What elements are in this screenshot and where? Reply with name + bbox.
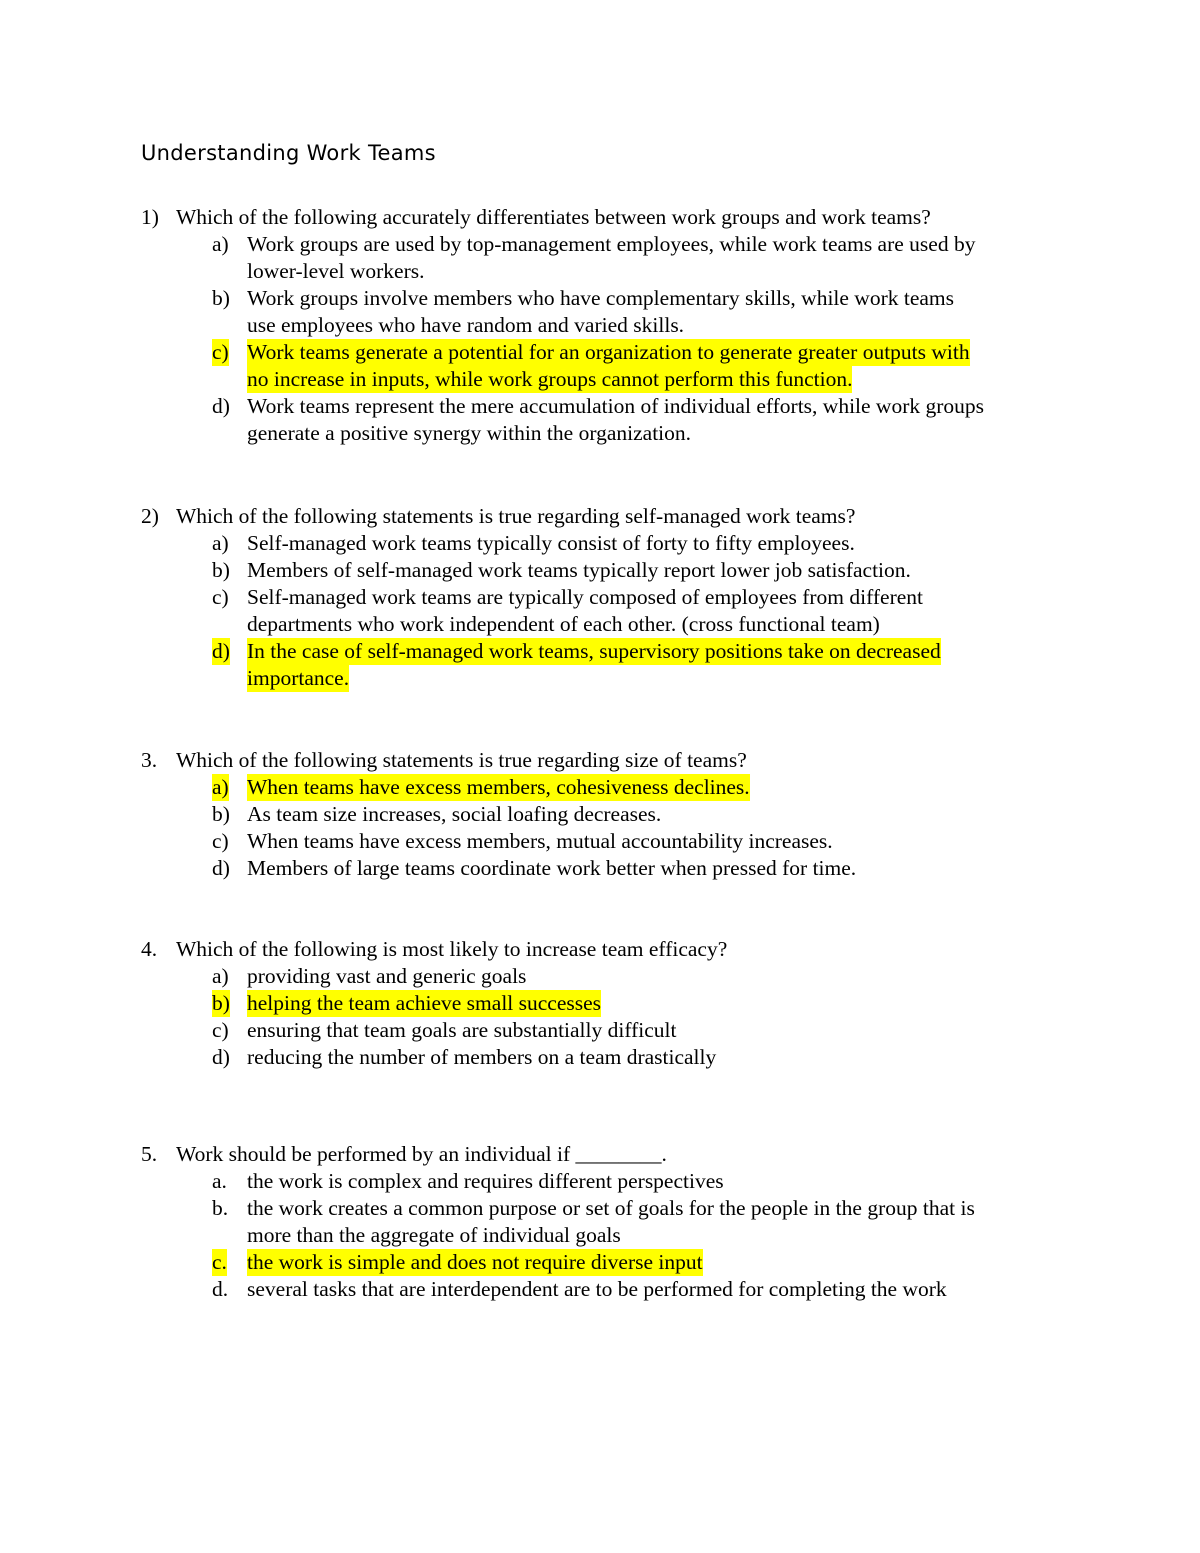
option-marker: d): [212, 1045, 230, 1069]
question-line: [0, 1141, 1200, 1168]
question-block: [0, 747, 1200, 882]
answer-option: [0, 420, 1200, 447]
question-text: Which of the following accurately differentiates between work groups and work teams?: [176, 205, 931, 229]
answer-option: [0, 801, 1200, 828]
option-text-highlighted: When teams have excess members, cohesiveness declines.: [247, 775, 750, 799]
option-marker: a.: [212, 1169, 227, 1193]
option-marker: a): [212, 964, 229, 988]
option-text-highlighted: helping the team achieve small successes: [247, 991, 602, 1015]
answer-option: [0, 1249, 1200, 1276]
question-text: Which of the following is most likely to increase team efficacy?: [176, 937, 728, 961]
option-marker: d): [212, 856, 230, 880]
option-text: Self-managed work teams typically consist of forty to fifty employees.: [247, 531, 855, 555]
answer-option: [0, 231, 1200, 258]
answer-option: [0, 339, 1200, 366]
question-line: [0, 204, 1200, 231]
option-text: Members of self-managed work teams typically report lower job satisfaction.: [247, 558, 911, 582]
option-marker: c): [212, 585, 229, 609]
option-text: providing vast and generic goals: [247, 964, 527, 988]
question-number: 1): [141, 205, 159, 229]
option-text: generate a positive synergy within the organization.: [247, 421, 692, 445]
option-text: ensuring that team goals are substantially difficult: [247, 1018, 677, 1042]
option-marker: a): [212, 775, 229, 799]
option-text: the work creates a common purpose or set of goals for the people in the group that is: [247, 1196, 975, 1220]
answer-option: [0, 963, 1200, 990]
option-marker: a): [212, 232, 229, 256]
question-block: [0, 503, 1200, 692]
option-text: reducing the number of members on a team drastically: [247, 1045, 717, 1069]
question-text: Which of the following statements is true regarding size of teams?: [176, 748, 747, 772]
option-text: As team size increases, social loafing decreases.: [247, 802, 662, 826]
option-text: departments who work independent of each other. (cross functional team): [247, 612, 880, 636]
question-number: 4.: [141, 937, 158, 961]
option-text: more than the aggregate of individual goals: [247, 1223, 621, 1247]
option-text-highlighted: importance.: [247, 666, 350, 690]
question-block: [0, 936, 1200, 1071]
option-text: Self-managed work teams are typically composed of employees from different: [247, 585, 924, 609]
question-text: Work should be performed by an individual if ________.: [176, 1142, 667, 1166]
answer-option: [0, 774, 1200, 801]
answer-option: [0, 258, 1200, 285]
answer-option: [0, 312, 1200, 339]
question-block: [0, 1141, 1200, 1303]
answer-option: [0, 1017, 1200, 1044]
question-number: 5.: [141, 1142, 158, 1166]
option-text: lower-level workers.: [247, 259, 425, 283]
option-marker: b): [212, 558, 230, 582]
question-number: 3.: [141, 748, 158, 772]
option-marker: b): [212, 991, 230, 1015]
option-text: Members of large teams coordinate work better when pressed for time.: [247, 856, 857, 880]
option-marker: a): [212, 531, 229, 555]
option-marker: d): [212, 639, 230, 663]
answer-option: [0, 557, 1200, 584]
answer-option: [0, 855, 1200, 882]
question-line: [0, 747, 1200, 774]
option-marker: b): [212, 802, 230, 826]
answer-option: [0, 1044, 1200, 1071]
answer-option: [0, 665, 1200, 692]
answer-option: [0, 1276, 1200, 1303]
question-number: 2): [141, 504, 159, 528]
option-text-highlighted: Work teams generate a potential for an organization to generate greater outputs with: [247, 340, 970, 364]
option-marker: c.: [212, 1250, 227, 1274]
answer-option: [0, 285, 1200, 312]
option-text: Work groups are used by top-management employees, while work teams are used by: [247, 232, 976, 256]
option-marker: c): [212, 1018, 229, 1042]
answer-option: [0, 530, 1200, 557]
answer-option: [0, 1168, 1200, 1195]
question-line: [0, 503, 1200, 530]
option-marker: d): [212, 394, 230, 418]
answer-option: [0, 393, 1200, 420]
question-line: [0, 936, 1200, 963]
answer-option: [0, 366, 1200, 393]
option-marker: c): [212, 829, 229, 853]
document-title: Understanding Work Teams: [141, 141, 436, 165]
option-marker: d.: [212, 1277, 229, 1301]
option-text-highlighted: no increase in inputs, while work groups cannot perform this function.: [247, 367, 853, 391]
answer-option: [0, 1195, 1200, 1222]
question-text: Which of the following statements is true regarding self-managed work teams?: [176, 504, 856, 528]
answer-option: [0, 1222, 1200, 1249]
option-marker: b.: [212, 1196, 229, 1220]
answer-option: [0, 828, 1200, 855]
answer-option: [0, 990, 1200, 1017]
option-text: When teams have excess members, mutual accountability increases.: [247, 829, 833, 853]
option-text: Work groups involve members who have complementary skills, while work teams: [247, 286, 955, 310]
option-text: Work teams represent the mere accumulation of individual efforts, while work groups: [247, 394, 985, 418]
option-marker: c): [212, 340, 229, 364]
answer-option: [0, 638, 1200, 665]
answer-option: [0, 611, 1200, 638]
option-text: several tasks that are interdependent are to be performed for completing the work: [247, 1277, 947, 1301]
answer-option: [0, 584, 1200, 611]
option-text-highlighted: In the case of self-managed work teams, supervisory positions take on decreased: [247, 639, 941, 663]
question-block: [0, 204, 1200, 447]
option-marker: b): [212, 286, 230, 310]
option-text: the work is complex and requires different perspectives: [247, 1169, 724, 1193]
option-text-highlighted: the work is simple and does not require diverse input: [247, 1250, 703, 1274]
option-text: use employees who have random and varied skills.: [247, 313, 685, 337]
